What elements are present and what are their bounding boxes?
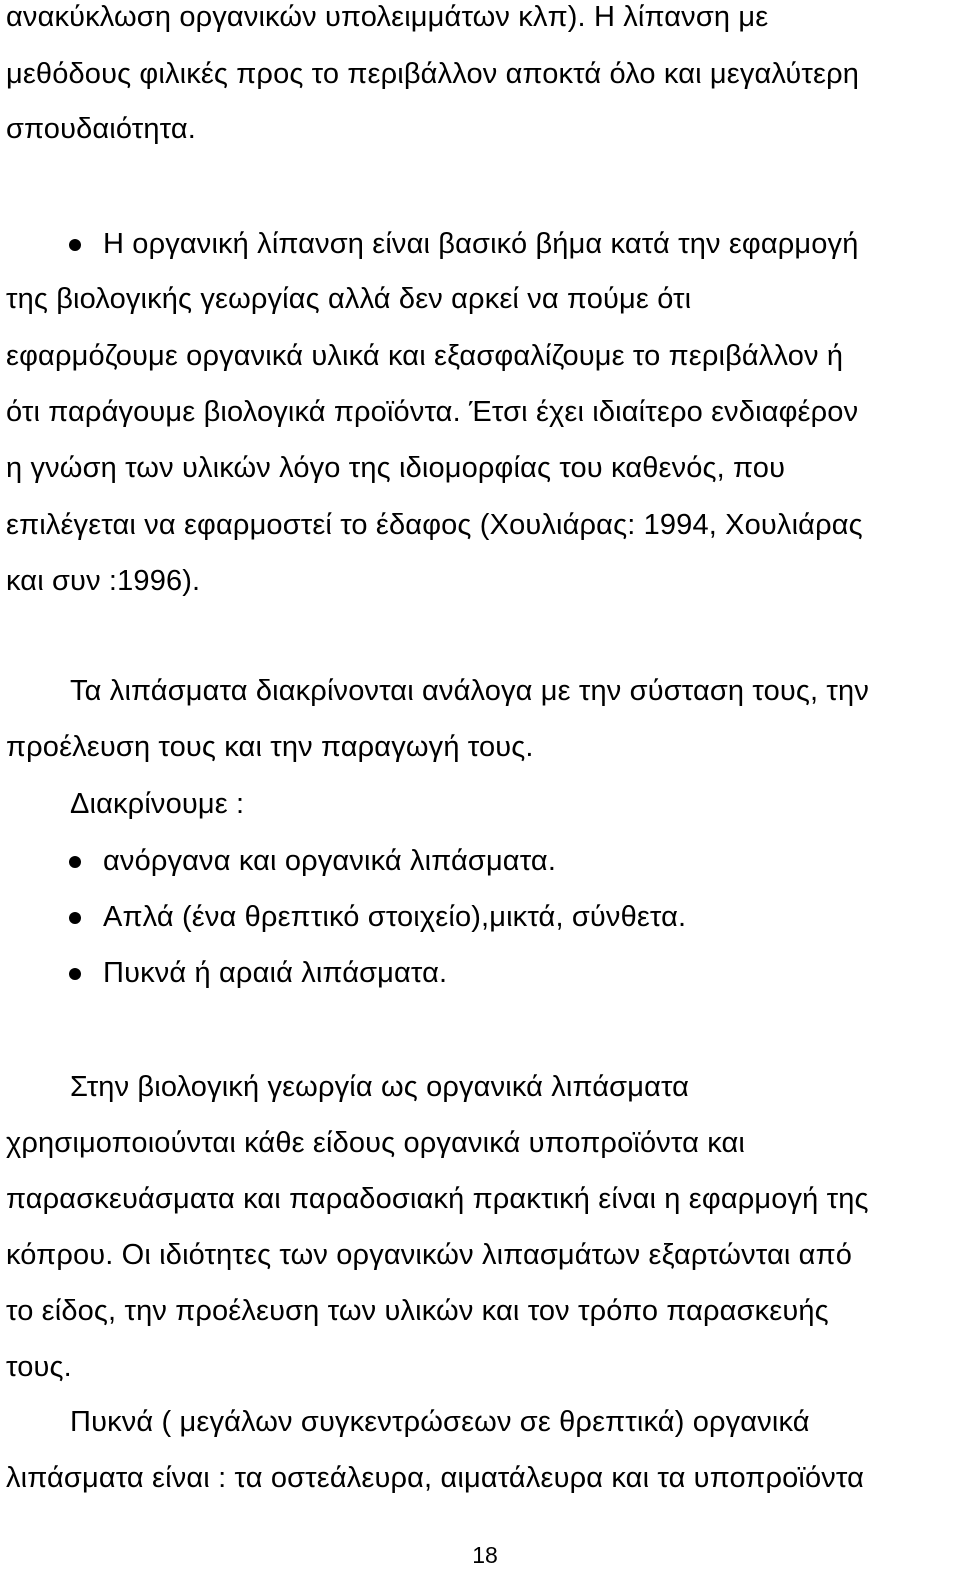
bullet-icon xyxy=(69,968,81,980)
organic-line-4: κόπρου. Οι ιδιότητες των οργανικών λιπασμάτων εξαρτώνται από xyxy=(6,1239,853,1271)
organic-line-3: παρασκευάσματα και παραδοσιακή πρακτική είναι η εφαρμογή της xyxy=(6,1183,869,1215)
dense-line-2: λιπάσματα είναι : τα οστεάλευρα, αιματάλευρα και τα υποπροϊόντα xyxy=(6,1462,865,1494)
classification-item-1: ανόργανα και οργανικά λιπάσματα. xyxy=(103,845,557,877)
bullet-icon xyxy=(69,912,81,924)
intro-line-1: ανακύκλωση οργανικών υπολειμμάτων κλπ). Η λίπανση με xyxy=(6,1,769,33)
bullet-paragraph-line-5: η γνώση των υλικών λόγο της ιδιομορφίας του καθενός, που xyxy=(6,452,786,484)
classification-item-3: Πυκνά ή αραιά λιπάσματα. xyxy=(103,957,448,989)
organic-line-5: το είδος, την προέλευση των υλικών και τον τρόπο παρασκευής xyxy=(6,1295,829,1327)
bullet-paragraph-line-6: επιλέγεται να εφαρμοστεί το έδαφος (Χουλιάρας: 1994, Χουλιάρας xyxy=(6,509,863,541)
organic-line-6: τους. xyxy=(6,1351,72,1383)
intro-line-3: σπουδαιότητα. xyxy=(6,113,196,145)
dense-line-1: Πυκνά ( μεγάλων συγκεντρώσεων σε θρεπτικά) οργανικά xyxy=(70,1406,810,1438)
page-number: 18 xyxy=(472,1542,498,1568)
classification-line-1: Τα λιπάσματα διακρίνονται ανάλογα με την σύσταση τους, την xyxy=(70,675,869,707)
bullet-paragraph-line-3: εφαρμόζουμε οργανικά υλικά και εξασφαλίζουμε το περιβάλλον ή xyxy=(6,340,844,372)
organic-line-1: Στην βιολογική γεωργία ως οργανικά λιπάσματα xyxy=(70,1071,690,1103)
classification-line-2: προέλευση τους και την παραγωγή τους. xyxy=(6,731,534,763)
organic-line-2: χρησιμοποιούνται κάθε είδους οργανικά υποπροϊόντα και xyxy=(6,1127,745,1159)
bullet-icon xyxy=(69,239,81,251)
bullet-paragraph-line-7: και συν :1996). xyxy=(6,565,201,597)
bullet-icon xyxy=(69,856,81,868)
intro-line-2: μεθόδους φιλικές προς το περιβάλλον αποκτά όλο και μεγαλύτερη xyxy=(6,58,859,90)
bullet-paragraph-line-1: Η οργανική λίπανση είναι βασικό βήμα κατά την εφαρμογή xyxy=(103,228,859,260)
bullet-paragraph-line-4: ότι παράγουμε βιολογικά προϊόντα. Έτσι έχει ιδιαίτερο ενδιαφέρον xyxy=(6,396,859,428)
classification-item-2: Απλά (ένα θρεπτικό στοιχείο),μικτά, σύνθετα. xyxy=(103,901,687,933)
bullet-paragraph-line-2: της βιολογικής γεωργίας αλλά δεν αρκεί να πούμε ότι xyxy=(6,283,692,315)
classification-heading: Διακρίνουμε : xyxy=(70,788,245,820)
